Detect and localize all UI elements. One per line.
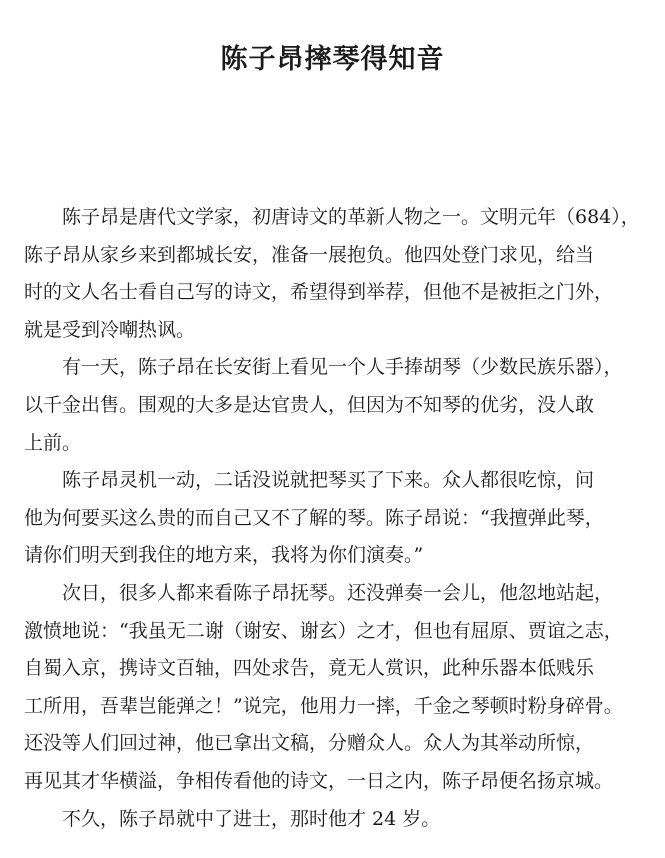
paragraph-5 — [24, 801, 644, 839]
text-line: 陈子昂是唐代文学家，初唐诗文的革新人物之一。文明元年（684）， — [62, 206, 640, 228]
paragraph-2 — [24, 349, 644, 462]
text-line: 工所用，吾辈岂能弹之！”说完，他用力一摔，千金之琴顿时粉身碎骨。 — [24, 694, 623, 717]
text-line: 上前。 — [24, 431, 82, 454]
text-line: 陈子昂从家乡来到都城长安，准备一展抱负。他四处登门求见，给当 — [24, 243, 595, 266]
paragraph-1 — [24, 199, 644, 349]
paragraph-3 — [24, 462, 644, 575]
paragraph-4 — [24, 575, 644, 801]
text-line: 以千金出售。围观的大多是达官贵人，但因为不知琴的优劣，没人敢 — [24, 393, 595, 416]
text-line: 有一天，陈子昂在长安街上看见一个人手捧胡琴（少数民族乐器）， — [62, 356, 623, 379]
text-line: 时的文人名士看自己写的诗文，希望得到举荐，但他不是被拒之门外， — [24, 281, 614, 304]
text-line: 就是受到冷嘲热讽。 — [24, 318, 196, 341]
page-title: 陈子昂摔琴得知音 — [220, 44, 445, 75]
text-line: 再见其才华横溢，争相传看他的诗文，一日之内，陈子昂便名扬京城。 — [24, 769, 614, 792]
text-line: 次日，很多人都来看陈子昂抚琴。还没弹奏一会儿，他忽地站起， — [62, 581, 614, 604]
text-line: 自蜀入京，携诗文百轴，四处求告，竟无人赏识，此种乐器本低贱乐 — [24, 657, 595, 680]
text-line: 他为何要买这么贵的而自己又不了解的琴。陈子昂说：“我擅弹此琴， — [24, 506, 604, 529]
text-line: 不久，陈子昂就中了进士，那时他才 24 岁。 — [62, 807, 441, 830]
article-body — [24, 199, 644, 838]
text-line: 请你们明天到我住的地方来，我将为你们演奏。” — [24, 544, 424, 567]
text-line: 还没等人们回过神，他已拿出文稿，分赠众人。众人为其举动所惊， — [24, 732, 595, 755]
text-line: 激愤地说：“我虽无二谢（谢安、谢玄）之才，但也有屈原、贾谊之志， — [24, 619, 623, 642]
text-line: 陈子昂灵机一动，二话没说就把琴买了下来。众人都很吃惊，问 — [62, 469, 595, 492]
